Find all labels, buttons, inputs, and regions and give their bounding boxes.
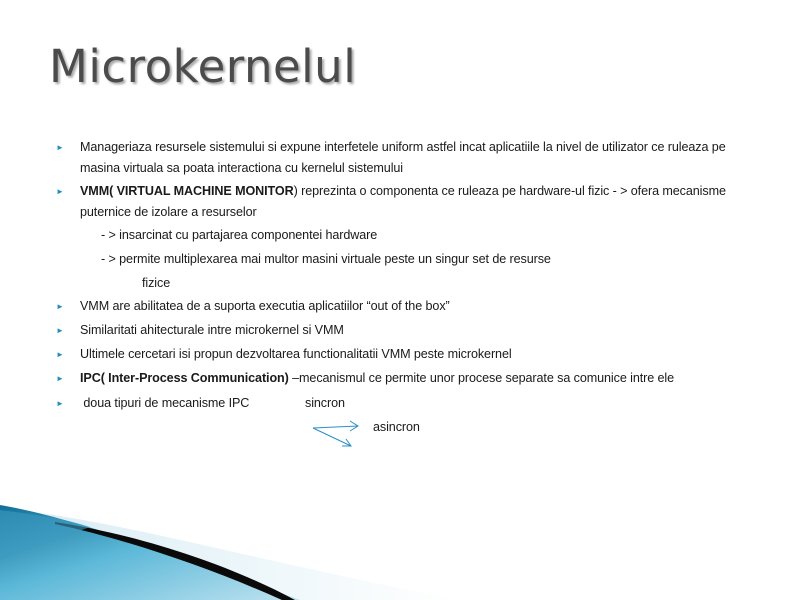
triangle-right-icon: ► bbox=[56, 350, 64, 359]
triangle-right-icon: ► bbox=[56, 143, 64, 152]
bullet-bold-text: VMM( VIRTUAL MACHINE MONITOR bbox=[80, 184, 294, 198]
triangle-right-icon: ► bbox=[56, 187, 64, 196]
bullet-text: Similaritati ahitecturale intre microkernel si VMM bbox=[80, 323, 344, 337]
bullet-plain-text: –mecanismul ce permite unor procese separate sa comunice intre ele bbox=[288, 371, 675, 385]
triangle-right-icon: ► bbox=[56, 399, 64, 408]
triangle-right-icon: ► bbox=[56, 302, 64, 311]
bullet-plain-text: ) reprezinta o componenta ce ruleaza pe hardware-ul fizic - > ofera mecanisme puternice de izolare a resurselor bbox=[80, 184, 726, 219]
sub-line: - > insarcinat cu partajarea componentei hardware bbox=[101, 228, 378, 242]
bullet-text: VMM are abilitatea de a suporta executia aplicatiilor “out of the box” bbox=[80, 299, 450, 313]
triangle-right-icon: ► bbox=[56, 326, 64, 335]
bullet-bold-text: IPC( Inter-Process Communication) bbox=[80, 371, 289, 385]
sub-line: fizice bbox=[142, 276, 171, 290]
bullet-text: Ultimele cercetari isi propun dezvoltarea functionalitatii VMM peste microkernel bbox=[80, 347, 512, 361]
ipc-type-async: asincron bbox=[373, 420, 420, 434]
sub-line: - > permite multiplexarea mai multor masini virtuale peste un singur set de resurse bbox=[101, 252, 551, 266]
bullet-text: Manageriaza resursele sistemului si expune interfetele uniform astfel incat aplicatiile la nivel de utilizator ce ruleaza pe masina virtuala sa poata interactiona cu kernelul sistemului bbox=[80, 140, 726, 175]
triangle-right-icon: ► bbox=[56, 374, 64, 383]
bullet-text: doua tipuri de mecanisme IPC bbox=[80, 396, 250, 410]
ipc-type-sync: sincron bbox=[305, 396, 345, 410]
slide-title: Microkernelul bbox=[49, 40, 357, 93]
